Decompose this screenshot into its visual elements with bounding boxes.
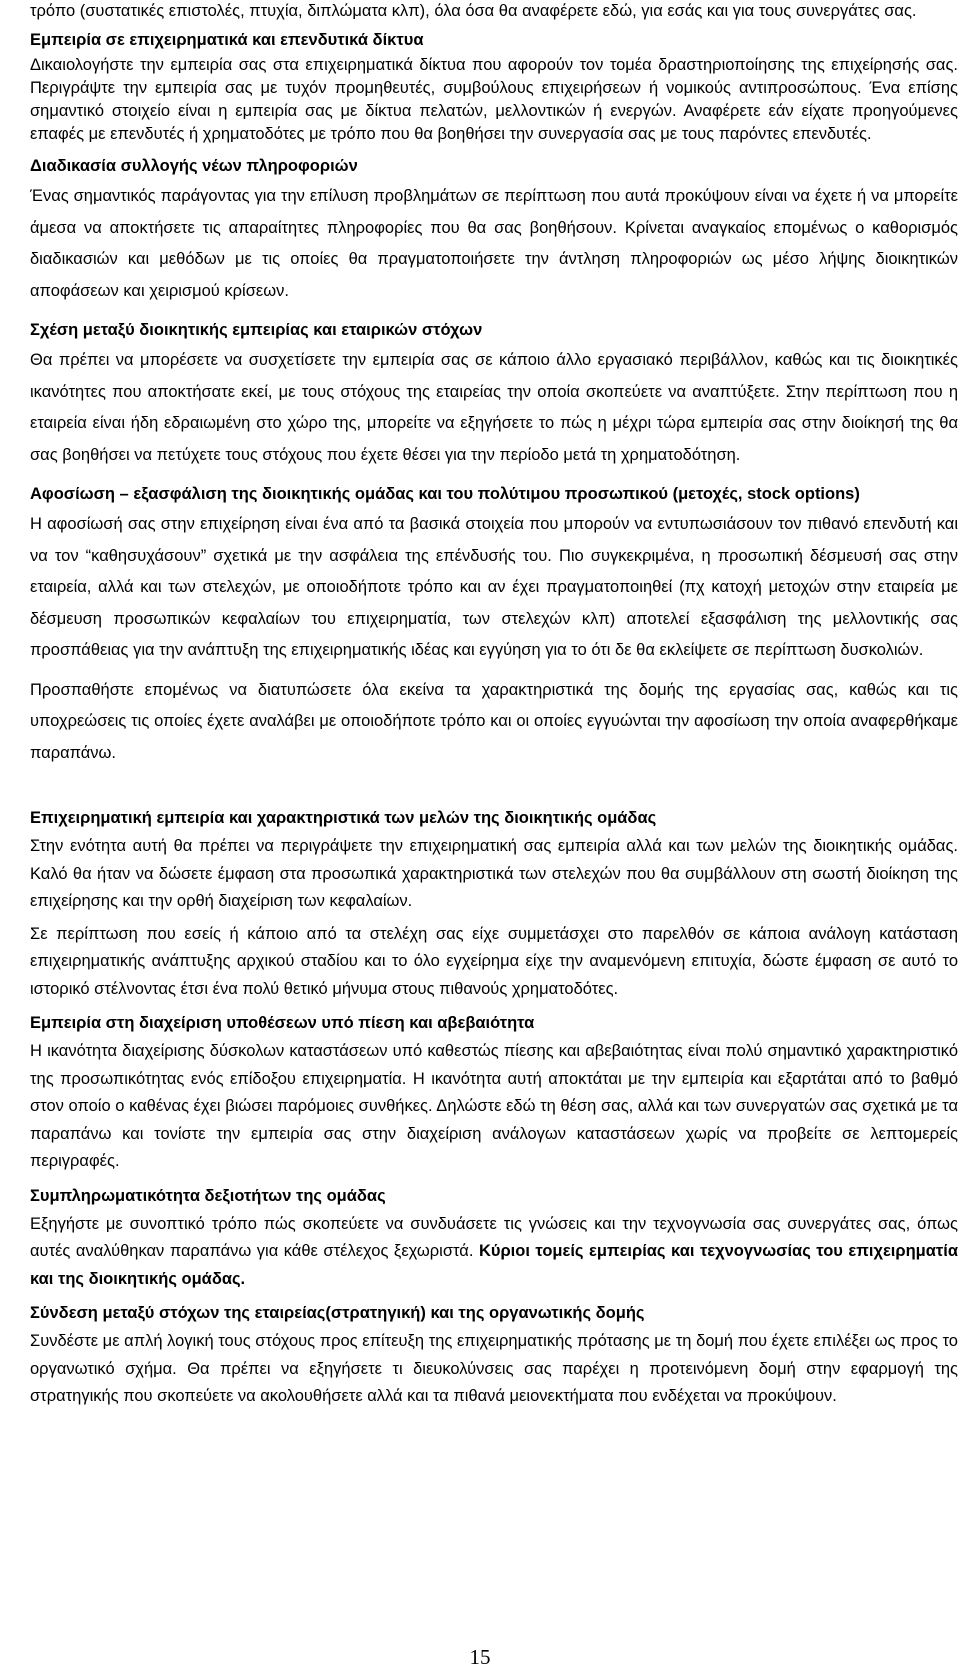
heading-pressure-experience: Εμπειρία στη διαχείριση υποθέσεων υπό πίεση και αβεβαιότητα bbox=[30, 1014, 535, 1032]
heading-management-goals: Σχέση μεταξύ διοικητικής εμπειρίας και εταιρικών στόχων bbox=[30, 321, 483, 339]
paragraph-commitment-2: Προσπαθήστε επομένως να διατυπώσετε όλα εκείνα τα χαρακτηριστικά της δομής της εργασίας σας, καθώς και τις υποχρεώσεις τις οποίες έχετε αναλάβει με οποιοδήποτε τρόπο και οι οποίες εγγυώνται την αφοσίωση την οποία αναφερθήκαμε παραπάνω. bbox=[30, 680, 958, 762]
heading-business-networks: Εμπειρία σε επιχειρηματικά και επενδυτικά δίκτυα bbox=[30, 31, 424, 49]
paragraph-business-networks: Δικαιολογήστε την εμπειρία σας στα επιχειρηματικά δίκτυα που αφορούν τον τομέα δραστηριοποίησης της επιχείρησής σας. Περιγράψτε την εμπειρία σας με τυχόν προμηθευτές, συμβούλους επιχειρήσεων ή νομικούς αντιπροσώπους. Ένα επίσης σημαντικό στοιχείο είναι η εμπειρία σας με δίκτυα πελατών, μελλοντικών ή ενεργών. Αναφέρετε εάν είχατε προηγούμενες επαφές με επενδυτές ή χρηματοδότες με τρόπο που θα βοηθήσει την συνεργασία σας με τους παρόντες επενδυτές. bbox=[30, 56, 958, 143]
paragraph-information-process: Ένας σημαντικός παράγοντας για την επίλυση προβλημάτων σε περίπτωση που αυτά προκύψουν είναι να έχετε ή να μπορείτε άμεσα να αποκτήσετε τις απαραίτητες πληροφορίες που θα σας βοηθήσουν. Κρίνεται αναγκαίος επομένως ο καθορισμός διαδικασιών και μεθόδων με τις οποίες θα πραγματοποιήσετε την άντληση πληροφοριών ως μέσο λήψης διοικητικών αποφάσεων και χειρισμού κρίσεων. bbox=[30, 187, 958, 300]
paragraph-strategy-structure: Συνδέστε με απλή λογική τους στόχους προς επίτευξη της επιχειρηματικής πρότασης με τη δομή που έχετε επιλέξει ως προς το οργανωτικό σχήμα. Θα πρέπει να εξηγήσετε τι διευκολύνσεις σας παρέχει η προτεινόμενη δομή στην εφαρμογή της στρατηγικής που σκοπεύετε να ακολουθήσετε αλλά και τα πιθανά μειονεκτήματα που ενδέχεται να προκύψουν. bbox=[30, 1332, 958, 1405]
paragraph-team-experience-2: Σε περίπτωση που εσείς ή κάποιο από τα στελέχη σας είχε συμμετάσχει στο παρελθόν σε κάποια ανάλογη κατάσταση επιχειρηματικής ανάπτυξης αρχικού σταδίου και το όλο εγχείρημα είχε την αναμενόμενη επιτυχία, δώστε έμφαση σε αυτό το ιστορικό στέλνοντας έτσι ένα πολύ θετικό μήνυμα στους πιθανούς χρηματοδότες. bbox=[30, 924, 958, 998]
team-skills-bold-text: Κύριοι τομείς εμπειρίας και τεχνογνωσίας του επιχειρηματία και της διοικητικής ομάδας. bbox=[30, 1242, 958, 1288]
heading-strategy-structure: Σύνδεση μεταξύ στόχων της εταιρείας(στρατηγική) και της οργανωτικής δομής bbox=[30, 1304, 645, 1322]
paragraph-team-experience-1: Στην ενότητα αυτή θα πρέπει να περιγράψετε την επιχειρηματική σας εμπειρία αλλά και των μελών της διοικητικής ομάδας. Καλό θα ήταν να δώσετε έμφαση στα προσωπικά χαρακτηριστικά των στελεχών που θα συμβάλλουν στη σωστή διοίκηση της επιχείρησης και την ορθή διαχείριση των κεφαλαίων. bbox=[30, 837, 958, 910]
paragraph-pressure-experience: Η ικανότητα διαχείρισης δύσκολων καταστάσεων υπό καθεστώς πίεσης και αβεβαιότητας είναι πολύ σημαντικό χαρακτηριστικό της προσωπικότητας ενός επίδοξου επιχειρηματία. Η ικανότητα αυτή αποκτάται με την εμπειρία και εξαρτάται από το βαθμό στον οποίο ο καθένας έχει βιώσει παρόμοιες συνθήκες. Δηλώστε εδώ τη θέση σας, αλλά και των συνεργατών σας σχετικά με τα παραπάνω και τονίστε την εμπειρία σας στην διαχείριση ανάλογων καταστάσεων χωρίς να προβείτε σε λεπτομερείς περιγραφές. bbox=[30, 1042, 958, 1170]
paragraph-management-goals: Θα πρέπει να μπορέσετε να συσχετίσετε την εμπειρία σας σε κάποιο άλλο εργασιακό περιβάλλον, καθώς και τις διοικητικές ικανότητες που αποκτήσατε εκεί, με τους στόχους της εταιρείας την οποία σκοπεύετε να αναπτύξετε. Στην περίπτωση που η εταιρεία είναι ήδη εδραιωμένη στο χώρο της, μπορείτε να εξηγήσετε το πώς η μέχρι τώρα εμπειρία σας στην διοίκησή της θα σας βοηθήσει να πετύχετε τους στόχους που έχετε θέσει για την περίοδο μετά τη χρηματοδότηση. bbox=[30, 351, 958, 464]
heading-team-experience: Επιχειρηματική εμπειρία και χαρακτηριστικά των μελών της διοικητικής ομάδας bbox=[30, 809, 657, 827]
continuation-paragraph: τρόπο (συστατικές επιστολές, πτυχία, διπλώματα κλπ), όλα όσα θα αναφέρετε εδώ, για εσάς και για τους συνεργάτες σας. bbox=[30, 2, 917, 20]
paragraph-commitment-1: Η αφοσίωσή σας στην επιχείρηση είναι ένα από τα βασικά στοιχεία που μπορούν να εντυπωσιάσουν τον πιθανό επενδυτή και να τον “καθησυχάσουν” σχετικά με την ασφάλεια της επένδυσής του. Πιο συγκεκριμένα, η προσωπική δέσμευσή σας στην εταιρεία, αλλά και των στελεχών, με οποιοδήποτε τρόπο και αν έχει πραγματοποιηθεί (πχ κατοχή μετοχών στην εταιρεία με δέσμευση προσωπικών κεφαλαίων του επιχειρηματία, των στελεχών κλπ) αποτελεί εξασφάλιση της μελλοντικής σας προσπάθειας για την ανάπτυξη της επιχειρηματικής ιδέας και εγγύηση για το ότι δε θα εκλείψετε σε περίπτωση δυσκολιών. bbox=[30, 515, 958, 659]
page-number: 15 bbox=[469, 1645, 491, 1669]
heading-commitment: Αφοσίωση – εξασφάλιση της διοικητικής ομάδας και του πολύτιμου προσωπικού (μετοχές, stock options) bbox=[30, 485, 860, 503]
heading-information-process: Διαδικασία συλλογής νέων πληροφοριών bbox=[30, 157, 358, 175]
heading-team-skills: Συμπληρωματικότητα δεξιοτήτων της ομάδας bbox=[30, 1186, 386, 1205]
paragraph-team-skills bbox=[30, 1211, 958, 1294]
document-page bbox=[30, 0, 958, 1411]
team-skills-text: Εξηγήστε με συνοπτικό τρόπο πώς σκοπεύετε να συνδυάσετε τις γνώσεις και την τεχνογνωσία σας συνεργάτες σας, όπως αυτές αναλύθηκαν παραπάνω για κάθε στέλεχος ξεχωριστά. bbox=[30, 1214, 958, 1260]
